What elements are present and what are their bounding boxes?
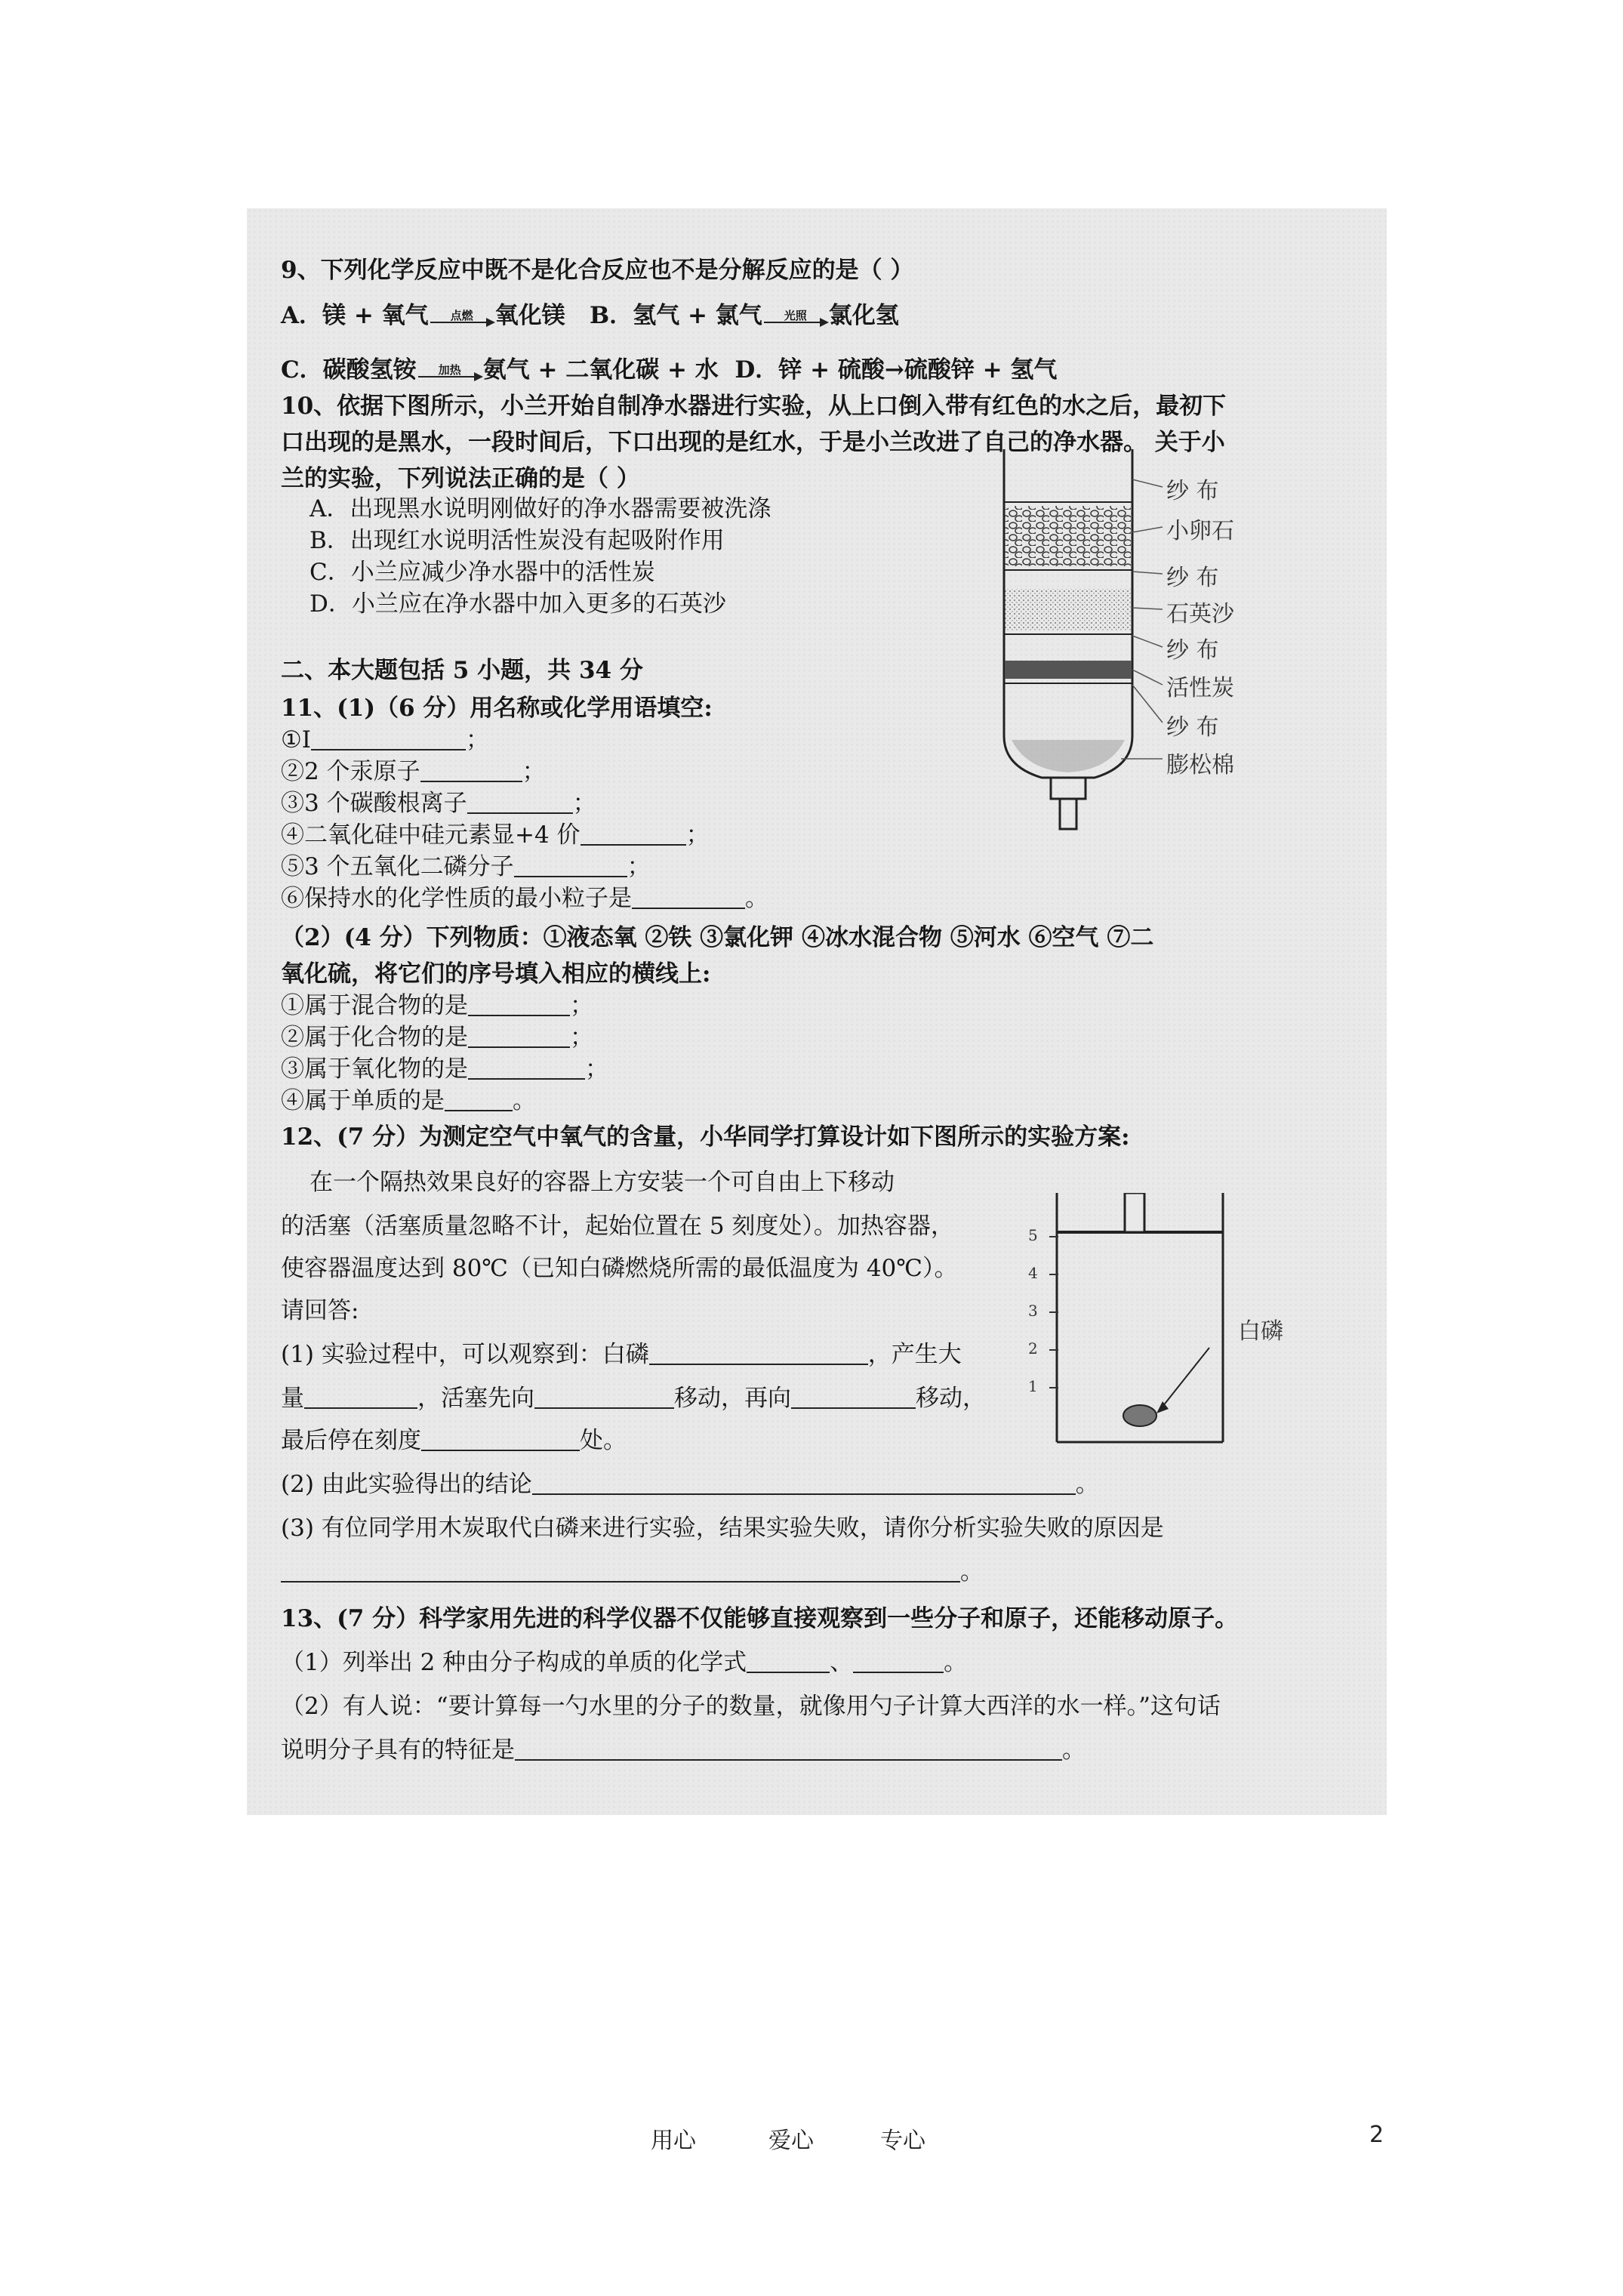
q12-subq1-text-a: (1) 实验过程中，可以观察到：白磷 <box>281 1341 649 1368</box>
q11-item-3 <box>281 788 596 818</box>
q11-item-5-text: ⑤3 个五氧化二磷分子 <box>281 853 514 880</box>
q9-option-a-right: 氧化镁 <box>494 302 565 329</box>
scale-mark-3: 3 <box>1028 1302 1038 1320</box>
q11-part2-item-3 <box>281 1054 608 1084</box>
q13-blank-formula-2[interactable] <box>853 1649 944 1673</box>
q12-paragraph-3: 使容器温度达到 80℃（已知白磷燃烧所需的最低温度为 40℃）。 <box>281 1255 958 1282</box>
q13-subq2-line1: （2）有人说：“要计算每一勺水里的分子的数量，就像用勺子计算大西洋的水一样。”这句话 <box>281 1693 1221 1720</box>
q13-subq2-end: 。 <box>1062 1737 1086 1764</box>
q9-option-c-left: C．碳酸氢铵 <box>281 356 417 384</box>
scale-mark-1: 1 <box>1028 1377 1038 1395</box>
q12-subq1-text-c: 量 <box>281 1385 304 1412</box>
q11-part2-item-3-blank[interactable] <box>468 1056 585 1080</box>
scale-mark-2: 2 <box>1028 1339 1038 1358</box>
q13-subq1-separator: 、 <box>830 1649 854 1676</box>
q11-part2-item-2-text: ②属于化合物的是 <box>281 1024 468 1051</box>
q9-option-a-left: A．镁 + 氧气 <box>281 302 429 329</box>
q11-item-4-blank[interactable] <box>581 821 686 846</box>
q12-subq2-end: 。 <box>1075 1471 1099 1498</box>
q12-blank-first-direction[interactable] <box>534 1385 674 1409</box>
q9-option-b-condition: 光照 <box>784 309 807 322</box>
q12-blank-conclusion[interactable] <box>532 1471 1076 1495</box>
q11-item-1 <box>281 725 489 755</box>
page-number: 2 <box>1369 2122 1384 2148</box>
q9-option-d-left: D．锌 + 硫酸 <box>735 356 885 384</box>
q12-subq1-line2 <box>281 1383 986 1413</box>
q11-item-3-blank[interactable] <box>467 790 573 814</box>
q13-blank-formula-1[interactable] <box>747 1649 830 1673</box>
q11-item-4-text: ④二氧化硅中硅元素显+4 价 <box>281 821 581 849</box>
q13-subq2-text: 说明分子具有的特征是 <box>281 1737 515 1764</box>
q11-item-6 <box>281 883 768 914</box>
q12-subq1-text-b: ，产生大 <box>867 1341 962 1368</box>
q12-paragraph-4: 请回答: <box>281 1297 359 1324</box>
footer-motto-1: 用心 <box>651 2128 696 2154</box>
q9-option-c-condition: 加热 <box>438 363 461 377</box>
q11-stem: 11、(1)（6 分）用名称或化学用语填空: <box>281 695 713 722</box>
q13-subq1 <box>281 1647 967 1678</box>
q11-item-3-end: ； <box>572 790 596 817</box>
q12-blank-failure-reason[interactable] <box>281 1558 960 1583</box>
q12-subq1-text-f: 移动， <box>916 1385 986 1412</box>
q11-item-2-text: ②2 个汞原子 <box>281 758 420 785</box>
q12-subq1-text-h: 处。 <box>580 1427 627 1454</box>
q13-blank-molecule-feature[interactable] <box>515 1737 1062 1761</box>
q11-part2-line1: （2）(4 分）下列物质：①液态氧 ②铁 ③氯化钾 ④冰水混合物 ⑤河水 ⑥空气 ⑦二 <box>281 924 1154 951</box>
q11-item-6-text: ⑥保持水的化学性质的最小粒子是 <box>281 885 632 912</box>
q13-subq2-line2 <box>281 1735 1086 1765</box>
q9-option-b-right: 氯化氢 <box>828 302 899 329</box>
q11-item-1-blank[interactable] <box>311 726 466 750</box>
q12-subq2-text: (2) 由此实验得出的结论 <box>281 1471 532 1498</box>
q11-item-1-end: ； <box>466 726 490 754</box>
scale-mark-4: 4 <box>1028 1264 1038 1282</box>
q10-option-c: C．小兰应减少净水器中的活性炭 <box>310 559 655 586</box>
q9-options-cd <box>281 355 1057 385</box>
q12-subq3: (3) 有位同学用木炭取代白磷来进行实验，结果实验失败，请你分析实验失败的原因是 <box>281 1515 1164 1542</box>
q11-item-5 <box>281 852 651 882</box>
q12-blank-second-direction[interactable] <box>791 1385 916 1409</box>
q11-part2-item-3-text: ③属于氧化物的是 <box>281 1056 468 1083</box>
q12-subq1-text-e: 移动，再向 <box>674 1385 791 1412</box>
q12-blank-produce[interactable] <box>304 1385 417 1409</box>
q9-option-b-arrow <box>764 310 827 323</box>
q11-part2-item-2-blank[interactable] <box>468 1024 570 1048</box>
q12-blank-final-scale[interactable] <box>421 1427 580 1451</box>
filter-label-quartz-sand: 石英沙 <box>1166 601 1234 627</box>
filter-label-gauze-4: 纱 布 <box>1166 714 1219 741</box>
filter-label-cotton: 膨松棉 <box>1166 752 1234 778</box>
q10-stem-line1: 10、依据下图所示，小兰开始自制净水器进行实验，从上口倒入带有红色的水之后，最初下 <box>281 393 1227 420</box>
q11-item-3-text: ③3 个碳酸根离子 <box>281 790 467 817</box>
q12-subq1-line3 <box>281 1425 627 1456</box>
filter-label-gauze-3: 纱 布 <box>1166 637 1219 664</box>
q9-option-c-right: 氨气 + 二氧化碳 + 水 <box>482 356 719 384</box>
q11-part2-item-2-end: ； <box>570 1024 593 1051</box>
q11-item-6-end: 。 <box>745 885 768 912</box>
q11-item-2-end: ； <box>522 758 546 785</box>
footer-motto-2: 爱心 <box>768 2128 814 2154</box>
q12-stem: 12、(7 分）为测定空气中氧气的含量，小华同学打算设计如下图所示的实验方案: <box>281 1123 1130 1151</box>
q12-subq1-text-g: 最后停在刻度 <box>281 1427 421 1454</box>
q11-item-2 <box>281 757 546 787</box>
footer-motto-3: 专心 <box>880 2128 925 2154</box>
q9-options-ab <box>281 300 899 331</box>
q11-item-4-end: ； <box>685 821 710 849</box>
q10-option-a: A．出现黑水说明刚做好的净水器需要被洗涤 <box>310 495 771 522</box>
q11-part2-item-4-end: 。 <box>513 1087 536 1114</box>
filter-label-gauze-2: 纱 布 <box>1166 565 1219 591</box>
q9-option-b-left: B．氢气 + 氯气 <box>590 302 762 329</box>
q13-subq1-end: 。 <box>944 1649 968 1676</box>
q9-stem: 9、下列化学反应中既不是化合反应也不是分解反应的是（ ） <box>281 257 914 284</box>
q12-subq3-answer-line <box>281 1557 984 1587</box>
q9-option-c-arrow <box>418 365 482 378</box>
q12-subq2 <box>281 1469 1099 1499</box>
q9-option-d-right: 硫酸锌 + 氢气 <box>904 356 1058 384</box>
q10-option-b: B．出现红水说明活性炭没有起吸附作用 <box>310 527 725 554</box>
q11-item-4 <box>281 820 710 850</box>
filter-label-gauze-1: 纱 布 <box>1166 478 1219 504</box>
q12-paragraph-1: 在一个隔热效果良好的容器上方安装一个可自由上下移动 <box>310 1169 895 1196</box>
filter-label-pebbles: 小卵石 <box>1166 518 1234 544</box>
q11-item-6-blank[interactable] <box>632 885 745 909</box>
q11-item-5-end: ； <box>627 853 651 880</box>
q11-part2-item-1-end: ； <box>570 992 593 1019</box>
q11-part2-line2: 氧化硫，将它们的序号填入相应的横线上: <box>281 960 711 988</box>
q13-stem: 13、(7 分）科学家用先进的科学仪器不仅能够直接观察到一些分子和原子，还能移动原子。 <box>281 1605 1239 1632</box>
q11-part2-item-1 <box>281 991 593 1021</box>
q13-subq1-text: （1）列举出 2 种由分子构成的单质的化学式 <box>281 1649 747 1676</box>
q11-part2-item-3-end: ； <box>585 1056 608 1083</box>
q12-subq1-text-d: ，活塞先向 <box>417 1385 534 1412</box>
q11-part2-item-4-blank[interactable] <box>445 1087 513 1111</box>
q12-subq3-end: 。 <box>960 1558 984 1586</box>
q10-stem-line2: 口出现的是黑水，一段时间后，下口出现的是红水，于是小兰改进了自己的净水器。 关于小 <box>281 429 1225 456</box>
filter-label-activated-carbon: 活性炭 <box>1166 675 1234 701</box>
q9-option-a-arrow <box>430 310 494 323</box>
q12-paragraph-2: 的活塞（活塞质量忽略不计，起始位置在 5 刻度处）。加热容器， <box>281 1213 954 1240</box>
q9-option-a-condition: 点燃 <box>450 309 473 322</box>
q10-stem-line3: 兰的实验，下列说法正确的是（ ） <box>281 465 640 492</box>
q10-option-d: D．小兰应在净水器中加入更多的石英沙 <box>310 590 726 618</box>
q11-part2-item-2 <box>281 1022 593 1052</box>
q11-item-1-text: ①I <box>281 726 312 754</box>
q11-part2-item-1-blank[interactable] <box>468 992 570 1016</box>
q11-part2-item-4-text: ④属于单质的是 <box>281 1087 445 1114</box>
q9-option-d-arrow: → <box>884 356 904 384</box>
section-2-heading: 二、本大题包括 5 小题，共 34 分 <box>281 657 643 684</box>
q11-item-2-blank[interactable] <box>420 758 522 782</box>
q11-part2-item-1-text: ①属于混合物的是 <box>281 992 468 1019</box>
q11-item-5-blank[interactable] <box>514 853 627 877</box>
white-phosphorus-label: 白磷 <box>1238 1318 1283 1345</box>
piston-apparatus-figure <box>1012 1193 1238 1457</box>
scale-mark-5: 5 <box>1028 1226 1038 1244</box>
q12-subq1-line1 <box>281 1339 962 1370</box>
q12-blank-white-phosphorus[interactable] <box>649 1341 868 1365</box>
q11-part2-item-4 <box>281 1086 536 1116</box>
